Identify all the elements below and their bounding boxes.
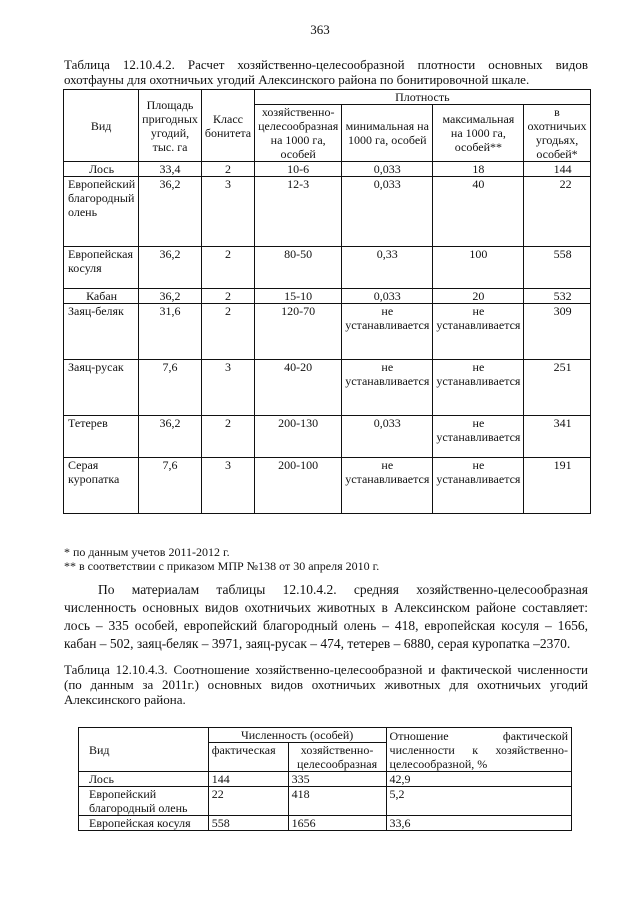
cell-area: 36,2	[139, 416, 202, 458]
cell-economic: 15-10	[255, 289, 342, 304]
cell-maximum: 40	[433, 177, 524, 247]
density-table-body	[64, 162, 591, 514]
t2-col-species-header: Вид	[79, 728, 209, 772]
table-row	[64, 177, 591, 247]
cell-class: 3	[201, 458, 254, 514]
cell-habitat: 532	[524, 289, 590, 304]
cell-class: 3	[201, 360, 254, 416]
table-header-row	[64, 90, 591, 105]
col-minimum-header: минимальная на 1000 га, особей	[342, 105, 433, 162]
t2-cell-actual: 22	[208, 787, 288, 816]
t2-col-ratio-header: Отношение фактической численности к хозяйственно-целесообразной, %	[386, 728, 571, 772]
density-table	[63, 89, 591, 514]
t2-cell-species: Европейская косуля	[79, 816, 209, 831]
table-row	[64, 304, 591, 360]
cell-maximum: 20	[433, 289, 524, 304]
cell-species: Тетерев	[64, 416, 139, 458]
cell-economic: 40-20	[255, 360, 342, 416]
table-row	[64, 289, 591, 304]
t2-cell-actual: 558	[208, 816, 288, 831]
table-row	[79, 787, 572, 816]
cell-economic: 12-3	[255, 177, 342, 247]
col-economic-header: хозяйственно-целесообразная на 1000 га, особей	[255, 105, 342, 162]
table-row	[64, 416, 591, 458]
table-row	[79, 816, 572, 831]
cell-maximum: не устанавливается	[433, 304, 524, 360]
table1-caption: Таблица 12.10.4.2. Расчет хозяйственно-целесообразной плотности основных видов охотфауны для охотничьих угодий Алексинского района по бонитировочной шкале.	[64, 57, 588, 87]
cell-minimum: 0,033	[342, 177, 433, 247]
col-class-header: Класс бонитета	[201, 90, 254, 162]
cell-species: Кабан	[64, 289, 139, 304]
cell-maximum: не устанавливается	[433, 416, 524, 458]
cell-species: Европейская косуля	[64, 247, 139, 289]
cell-habitat: 191	[524, 458, 590, 514]
t2-cell-actual: 144	[208, 772, 288, 787]
body-paragraph	[64, 581, 588, 653]
t2-cell-ratio: 33,6	[386, 816, 571, 831]
cell-habitat: 22	[524, 177, 590, 247]
cell-area: 7,6	[139, 458, 202, 514]
cell-habitat: 558	[524, 247, 590, 289]
cell-economic: 80-50	[255, 247, 342, 289]
cell-area: 31,6	[139, 304, 202, 360]
table-row	[79, 772, 572, 787]
cell-class: 3	[201, 177, 254, 247]
t2-col-actual-header: фактическая	[208, 743, 288, 772]
cell-minimum: не устанавливается	[342, 360, 433, 416]
cell-habitat: 309	[524, 304, 590, 360]
cell-area: 33,4	[139, 162, 202, 177]
table-row	[64, 360, 591, 416]
cell-species: Лось	[64, 162, 139, 177]
cell-habitat: 251	[524, 360, 590, 416]
cell-economic: 200-130	[255, 416, 342, 458]
t2-cell-economic: 1656	[288, 816, 386, 831]
cell-species: Европейский благородный олень	[64, 177, 139, 247]
cell-minimum: 0,033	[342, 289, 433, 304]
table-row	[64, 162, 591, 177]
table-row	[64, 458, 591, 514]
cell-maximum: не устанавливается	[433, 360, 524, 416]
cell-area: 36,2	[139, 247, 202, 289]
cell-maximum: не устанавливается	[433, 458, 524, 514]
cell-area: 36,2	[139, 177, 202, 247]
cell-economic: 200-100	[255, 458, 342, 514]
col-area-header: Площадь пригодных угодий, тыс. га	[139, 90, 202, 162]
t2-cell-ratio: 5,2	[386, 787, 571, 816]
cell-maximum: 100	[433, 247, 524, 289]
ratio-table-body	[79, 772, 572, 831]
col-density-group-header: Плотность	[255, 90, 590, 105]
table-row	[64, 247, 591, 289]
table2-caption: Таблица 12.10.4.3. Соотношение хозяйственно-целесообразной и фактической численности (по данным за 2011г.) основных видов охотничьих животных для охотничьих угодий Алексинского района.	[64, 662, 588, 707]
cell-minimum: 0,033	[342, 162, 433, 177]
page-number: 363	[310, 22, 330, 37]
cell-area: 7,6	[139, 360, 202, 416]
t2-cell-species: Лось	[79, 772, 209, 787]
t2-col-economic-header: хозяйственно-целесообразная	[288, 743, 386, 772]
t2-cell-species: Европейский благородный олень	[79, 787, 209, 816]
cell-minimum: 0,033	[342, 416, 433, 458]
cell-minimum: 0,33	[342, 247, 433, 289]
body-paragraph-text: По материалам таблицы 12.10.4.2. средняя хозяйственно-целесообразная численность основных видов охотничьих животных в Алексинском районе составляет: лось – 335 особей, европейский благородный олень – 418, европейская косуля – 1656, кабан – 502, заяц-беляк – 3971, заяц-русак – 474, тетерев – 6880, серая куропатка –2370.	[64, 582, 588, 651]
cell-area: 36,2	[139, 289, 202, 304]
cell-economic: 10-6	[255, 162, 342, 177]
cell-class: 2	[201, 247, 254, 289]
cell-species: Серая куропатка	[64, 458, 139, 514]
col-maximum-header: максимальная на 1000 га, особей**	[433, 105, 524, 162]
cell-class: 2	[201, 289, 254, 304]
cell-minimum: не устанавливается	[342, 458, 433, 514]
cell-habitat: 341	[524, 416, 590, 458]
ratio-table	[78, 727, 572, 831]
cell-species: Заяц-беляк	[64, 304, 139, 360]
t2-col-count-group-header: Численность (особей)	[208, 728, 386, 743]
cell-habitat: 144	[524, 162, 590, 177]
col-habitat-header: в охотничьих угодьях, особей*	[524, 105, 590, 162]
t2-cell-ratio: 42,9	[386, 772, 571, 787]
col-species-header: Вид	[64, 90, 139, 162]
cell-class: 2	[201, 304, 254, 360]
footnote-1: * по данным учетов 2011-2012 г.	[64, 545, 230, 559]
footnote-2: ** в соответствии с приказом МПР №138 от 30 апреля 2010 г.	[64, 559, 380, 573]
cell-maximum: 18	[433, 162, 524, 177]
cell-class: 2	[201, 162, 254, 177]
cell-minimum: не устанавливается	[342, 304, 433, 360]
t2-cell-economic: 335	[288, 772, 386, 787]
cell-class: 2	[201, 416, 254, 458]
t2-cell-economic: 418	[288, 787, 386, 816]
cell-economic: 120-70	[255, 304, 342, 360]
table2-header-row	[79, 728, 572, 743]
cell-species: Заяц-русак	[64, 360, 139, 416]
